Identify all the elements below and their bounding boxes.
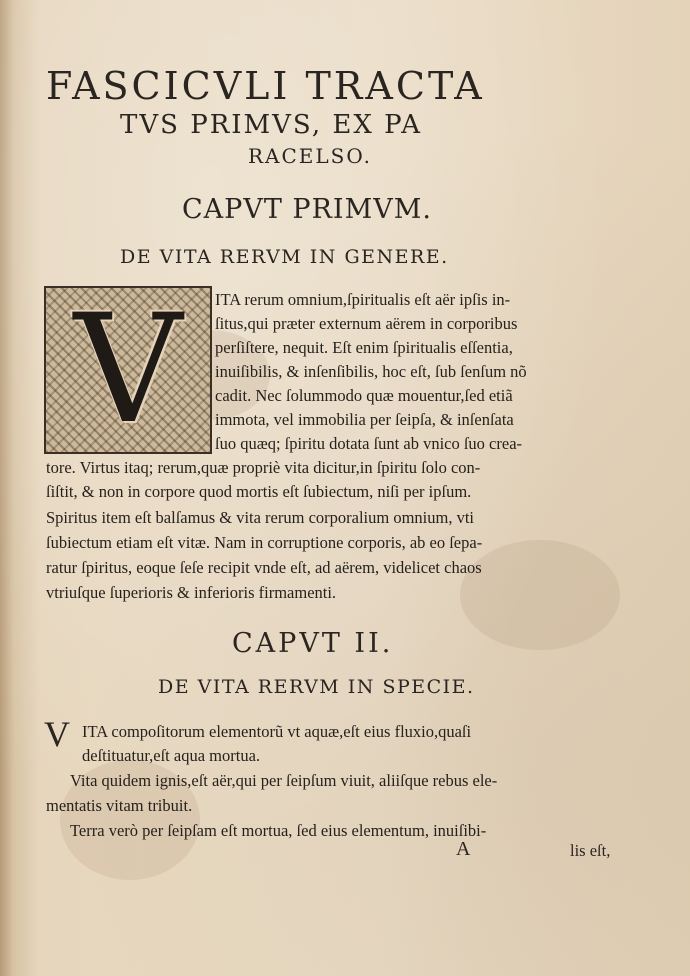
ornamental-initial [44,283,212,457]
chapter-2-subheading: DE VITA RERVM IN SPECIE. [158,676,475,698]
chapter-2-line: mentatis vitam tribuit. [46,796,193,815]
chapter-1-line: tore. Virtus itaq; rerum,quæ propriè vita dicitur,in ſpiritu ſolo con- [46,458,481,477]
chapter-1-subheading: DE VITA RERVM IN GENERE. [120,246,449,268]
title-line-3: RACELSO. [248,144,372,168]
chapter-2-line: ITA compoſitorum elementorũ vt aquæ,eſt eius fluxio,quaſi [82,722,472,741]
chapter-1-line: ITA rerum omnium,ſpiritualis eſt aër ipſis in- [215,290,511,309]
title-line-1: FASCICVLI TRACTA [46,64,485,108]
chapter-1-line: immota, vel immobilia per ſeipſa, & inſenſata [215,410,514,429]
chapter-2-initial-letter: V [44,714,70,754]
chapter-1-heading: CAPVT PRIMVM. [182,194,432,225]
chapter-1-line: ſubiectum etiam eſt vitæ. Nam in corruptione corporis, ab eo ſepa- [46,533,483,552]
signature-mark: A [456,838,471,860]
foxing-stain [460,540,620,650]
title-line-2: TVS PRIMVS, EX PA [120,110,422,140]
chapter-2-line: deſtituatur,eſt aqua mortua. [82,746,261,765]
chapter-1-line: ſitus,qui præter externum aërem in corporibus [215,314,518,333]
catchword: lis eſt, [570,841,611,860]
chapter-1-line: ratur ſpiritus, eoque ſeſe recipit vnde eſt, ad aërem, videlicet chaos [46,558,482,577]
chapter-1-line: ſiſtit, & non in corpore quod mortis eſt ſubiectum, niſi per ipſum. [46,482,472,501]
chapter-1-line: perſiſtere, nequit. Eſt enim ſpiritualis eſſentia, [215,338,513,357]
chapter-1-line: inuiſibilis, & inſenſibilis, hoc eſt, ſub ſenſum nõ [215,362,527,381]
chapter-1-line: ſuo quæq; ſpiritu dotata ſunt ab vnico ſuo crea- [215,434,523,453]
chapter-2-line: Terra verò per ſeipſam eſt mortua, ſed eius elementum, inuiſibi- [70,821,487,840]
chapter-1-line: vtriuſque ſuperioris & inferioris firmamenti. [46,583,337,602]
chapter-1-line: Spiritus item eſt balſamus & vita rerum corporalium omnium, vti [46,508,475,527]
chapter-2-line: Vita quidem ignis,eſt aër,qui per ſeipſum viuit, aliiſque rebus ele- [70,771,498,790]
chapter-1-line: cadit. Nec ſolummodo quæ mouentur,ſed etiã [215,386,513,405]
chapter-2-heading: CAPVT II. [232,628,394,659]
initial-letter-v: V [73,283,183,457]
